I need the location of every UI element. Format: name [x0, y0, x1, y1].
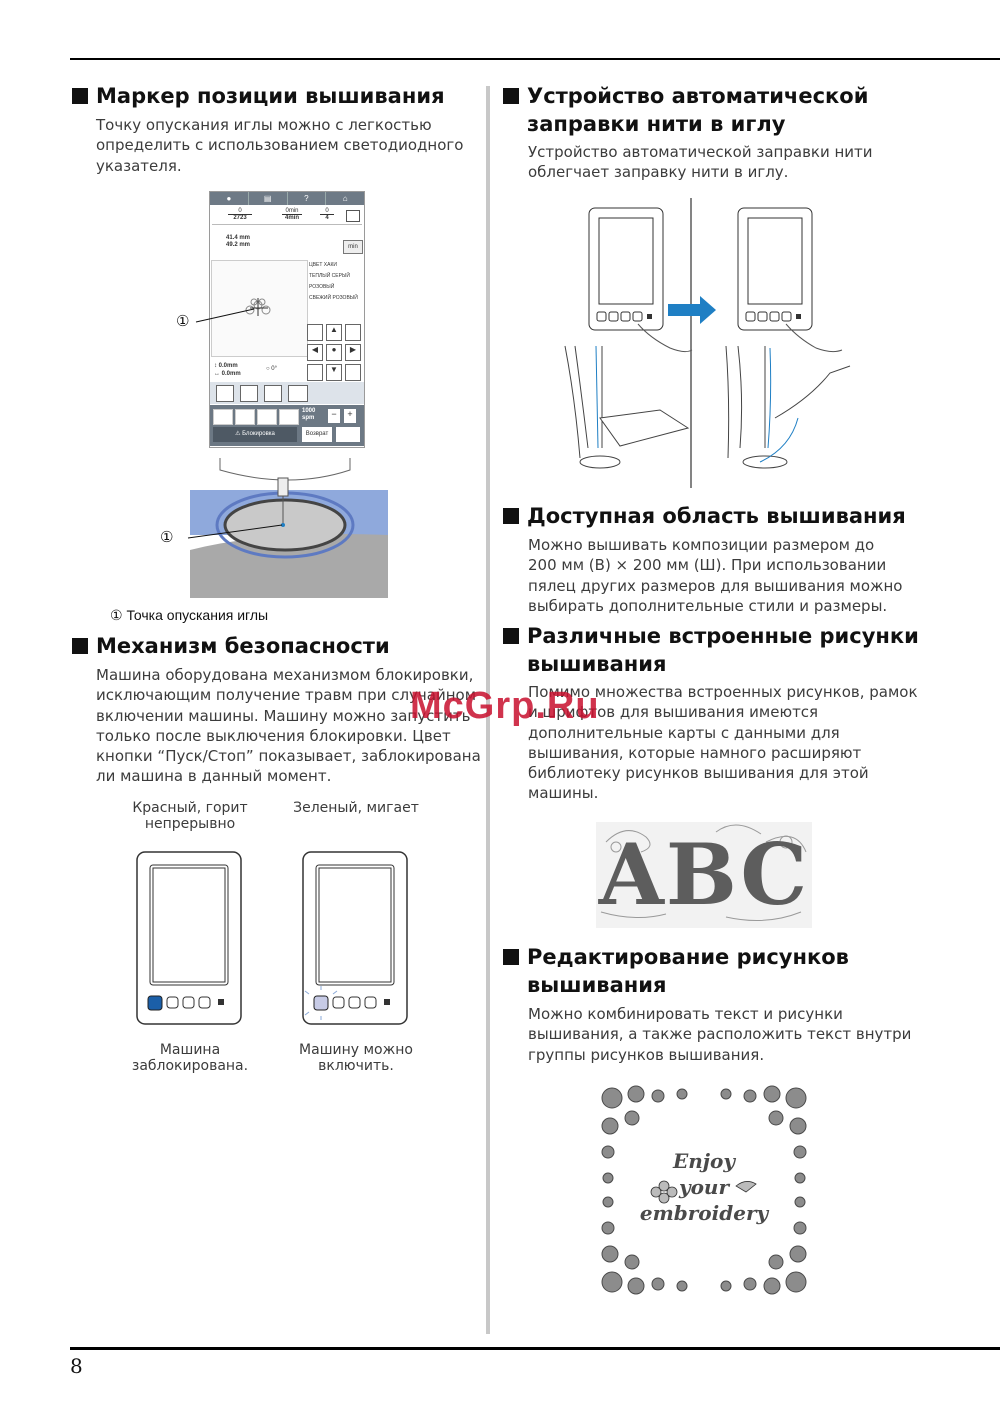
arrow-up-button[interactable]: ▲: [326, 324, 342, 341]
arrow-right-button[interactable]: ▶: [345, 344, 361, 361]
arrow-down-button[interactable]: ▼: [326, 364, 342, 381]
label-locked-state: Красный, горит непрерывно: [132, 800, 248, 832]
marker-illustration: [150, 190, 390, 610]
heading-area: Доступная область вышивания: [503, 502, 906, 530]
size-readout: 41.4 mm 49.2 mm: [226, 235, 251, 248]
position-readout: ↕ 0.0mm ↔ 0.0mm: [214, 363, 241, 377]
color-count: 0 4: [320, 208, 334, 221]
callout-marker-1: ①: [176, 312, 190, 330]
arrow-right-icon: [668, 296, 716, 324]
text-safety: Машина оборудована механизмом блокировки, исключающим получение травм при случайном включении машины. Машину можно запустить только после выключения блокировки. Цвет кнопки “Пуск/Стоп” показывает, заблокирована ли машина в данный момент.: [96, 666, 481, 786]
stitch-count: 0 2723: [228, 208, 252, 221]
min-button[interactable]: min: [343, 240, 363, 254]
text-marker: Точку опускания иглы можно с легкостью определить с использованием светодиодного указателя.: [96, 116, 464, 175]
speed-readout: 1000 spm: [302, 408, 316, 421]
start-stop-button-red[interactable]: [148, 996, 162, 1010]
motif-icon: [246, 298, 270, 316]
thread-list: ЦВЕТ ХАКИ ТЕПЛЫЙ СЕРЫЙ РОЗОВЫЙ СВЕЖИЙ РОЗОВЫЙ: [309, 262, 358, 301]
hoop-scene: [190, 458, 388, 598]
center-button[interactable]: ●: [326, 344, 342, 361]
watermark: McGrp.Ru: [410, 685, 600, 727]
callout-line-1: [196, 309, 254, 322]
speed-plus-button[interactable]: +: [344, 409, 356, 423]
bottom-rule: [70, 1347, 1000, 1350]
heading-threader: Устройство автоматической заправки нити в иглу: [503, 82, 868, 138]
heading-marker: Маркер позиции вышивания: [72, 82, 445, 110]
speed-minus-button[interactable]: −: [328, 409, 340, 423]
angle-readout: ○ 0°: [266, 366, 278, 372]
caption-locked: Машина заблокирована.: [131, 1042, 249, 1074]
text-threader: Устройство автоматической заправки нити облегчает заправку нити в иглу.: [528, 143, 873, 182]
label-unlocked-state: Зеленый, мигает: [293, 800, 419, 816]
callout-marker-2: ①: [160, 528, 174, 546]
start-stop-button-green[interactable]: [314, 996, 328, 1010]
abc-letters: ABC: [598, 825, 810, 924]
arrow-left-button[interactable]: ◀: [307, 344, 323, 361]
text-editing: Можно комбинировать текст и рисунки вышивания, а также расположить текст внутри группы рисунков вышивания.: [528, 1005, 912, 1064]
caption-unlocked: Машину можно включить.: [299, 1042, 413, 1074]
panel-locked: [135, 850, 245, 1026]
floral-frame-art: [596, 1082, 812, 1298]
panel-unlocked: [301, 850, 411, 1026]
text-builtin: Помимо множества встроенных рисунков, рамок и шрифтов для вышивания имеются дополнительные карты с данными для вышивания, которые намного расширяют библиотеку рисунков вышивания для этой машины.: [528, 683, 918, 803]
threader-illustration: [560, 198, 860, 488]
panel-right: [738, 208, 842, 352]
text-area: Можно вышивать композиции размером до 200 мм (В) × 200 мм (Ш). При использовании пялец других размеров для вышивания можно выбирать дополнительные стили и размеры.: [528, 536, 903, 615]
enjoy-text: Enjoy your embroidery: [639, 1149, 769, 1225]
panel-left: [589, 208, 692, 352]
needle-left: [565, 346, 688, 468]
figure-caption: ① Точка опускания иглы: [110, 607, 269, 623]
tab-home-icon[interactable]: ●: [210, 192, 249, 205]
tab-help-icon[interactable]: ?: [288, 192, 327, 205]
top-rule: [70, 58, 1000, 60]
heading-safety: Механизм безопасности: [72, 632, 390, 660]
page-number: 8: [70, 1354, 83, 1378]
tab-house-icon[interactable]: ⌂: [342, 194, 348, 203]
abc-embroidery-art: [596, 822, 812, 928]
heading-editing: Редактирование рисунков вышивания: [503, 943, 849, 999]
tab-manual-icon[interactable]: ▤: [249, 192, 288, 205]
lock-button[interactable]: ⚠ Блокировка: [213, 427, 297, 442]
heading-builtin: Различные встроенные рисунки вышивания: [503, 622, 919, 678]
needle-right: [726, 346, 850, 468]
back-button[interactable]: Возврат: [302, 427, 332, 442]
time-count: 0min 4min: [282, 208, 302, 221]
